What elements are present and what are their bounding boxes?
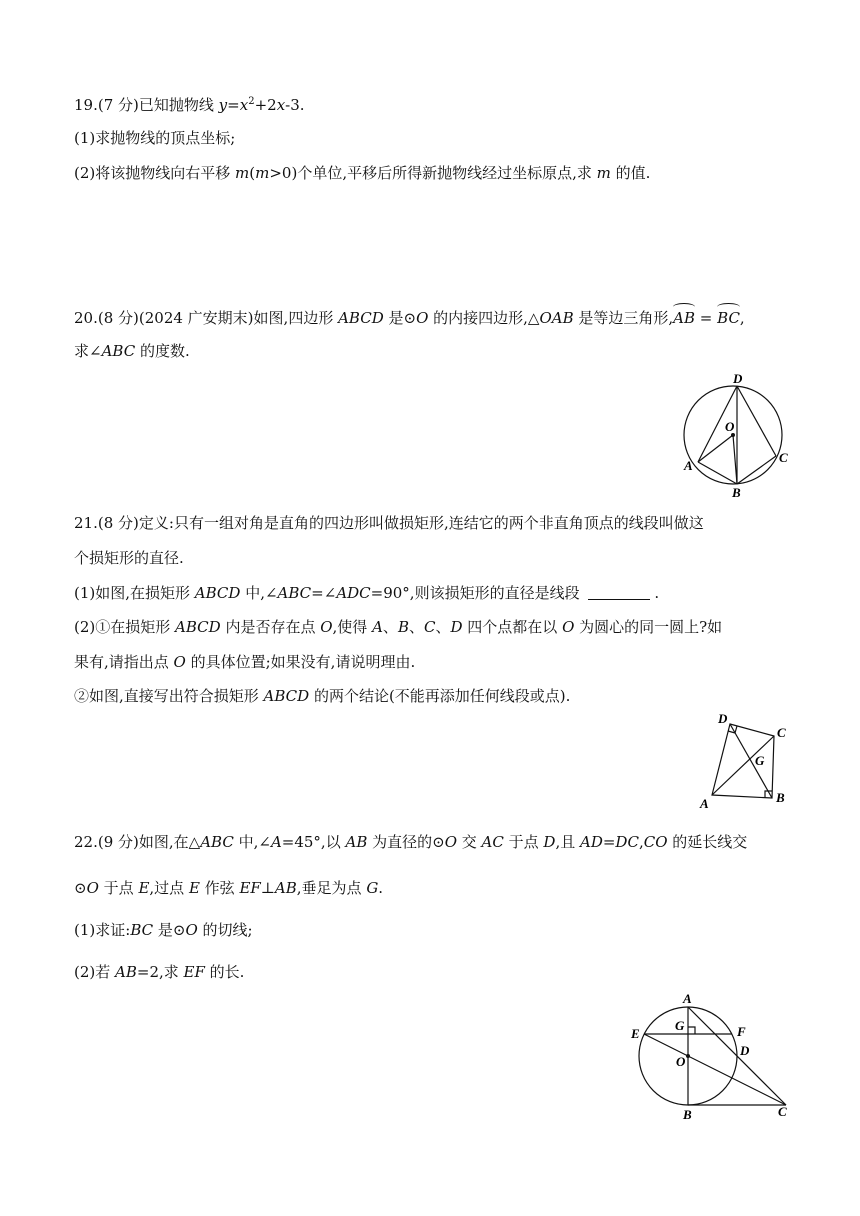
- diagonal-bd: [730, 724, 772, 798]
- label-g: G: [755, 753, 765, 768]
- q20-stem-line2: 求∠ABC 的度数.: [74, 342, 190, 360]
- q20-stem: 20.(8 分)(2024 广安期末)如图,四边形 ABCD 是⊙O 的内接四边形,△OAB 是等边三角形,AB = BC,: [74, 306, 745, 328]
- label-d: D: [733, 371, 743, 386]
- label-e: E: [631, 1026, 640, 1041]
- label-c: C: [779, 450, 788, 465]
- label-a: A: [700, 796, 709, 811]
- segment-bc: [737, 456, 776, 484]
- label-d: D: [740, 1043, 750, 1058]
- label-c: C: [778, 1104, 787, 1119]
- arc-ab: AB: [673, 306, 695, 328]
- right-angle-g: [688, 1027, 695, 1034]
- source-tag: (2024 广安期末): [138, 309, 254, 327]
- label-g: G: [675, 1018, 685, 1033]
- segment-ab: [698, 462, 737, 484]
- q22-stem: 22.(9 分)如图,在△ABC 中,∠A=45°,以 AB 为直径的⊙O 交 AC 于点 D,且 AD=DC,CO 的延长线交: [74, 833, 748, 851]
- answer-blank[interactable]: [588, 585, 650, 600]
- question-number: 19.: [74, 96, 98, 114]
- label-o: O: [725, 419, 735, 434]
- label-a: A: [683, 991, 692, 1006]
- q22-figure: [628, 988, 798, 1124]
- q19-stem: 19.(7 分)已知抛物线 $y=x^2+2x-3$.: [74, 96, 305, 114]
- arc-bc: BC: [717, 306, 740, 328]
- label-b: B: [732, 485, 741, 500]
- question-number: 20.: [74, 309, 98, 327]
- label-b: B: [683, 1107, 692, 1122]
- segment-oa: [698, 435, 733, 462]
- q20-figure: [676, 368, 796, 500]
- point-o: [686, 1054, 690, 1058]
- label-d: D: [718, 711, 728, 726]
- label-o: O: [676, 1054, 686, 1069]
- label-b: B: [776, 790, 785, 805]
- label-a: A: [684, 458, 693, 473]
- question-number: 22.: [74, 833, 98, 851]
- q21-part3: ②如图,直接写出符合损矩形 ABCD 的两个结论(不能再添加任何线段或点).: [74, 687, 571, 705]
- segment-ac: [688, 1007, 786, 1105]
- q19-part1: (1)求抛物线的顶点坐标;: [74, 129, 236, 147]
- label-c: C: [777, 725, 786, 740]
- label-f: F: [737, 1024, 746, 1039]
- q21-definition-line2: 个损矩形的直径.: [74, 549, 184, 567]
- score: (7 分): [97, 96, 139, 114]
- q22-stem-line2: ⊙O 于点 E,过点 E 作弦 EF⊥AB,垂足为点 G.: [74, 879, 384, 897]
- q21-part2: (2)①在损矩形 ABCD 内是否存在点 O,使得 A、B、C、D 四个点都在以 O 为圆心的同一圆上?如: [74, 618, 723, 636]
- question-number: 21.: [74, 514, 98, 532]
- q21-definition: 21.(8 分)定义:只有一组对角是直角的四边形叫做损矩形,连结它的两个非直角顶点的线段叫做这: [74, 514, 704, 532]
- q19-part2: (2)将该抛物线向右平移 m(m>0)个单位,平移后所得新抛物线经过坐标原点,求 m 的值.: [74, 164, 651, 182]
- q21-figure: [694, 708, 798, 812]
- segment-dc: [737, 386, 776, 456]
- q21-part1: (1)如图,在损矩形 ABCD 中,∠ABC=∠ADC=90°,则该损矩形的直径是线段 .: [74, 584, 660, 602]
- q21-part2-line2: 果有,请指出点 O 的具体位置;如果没有,请说明理由.: [74, 653, 416, 671]
- q22-part2: (2)若 AB=2,求 EF 的长.: [74, 963, 245, 981]
- q22-part1: (1)求证:BC 是⊙O 的切线;: [74, 921, 253, 939]
- segment-ec: [644, 1034, 786, 1105]
